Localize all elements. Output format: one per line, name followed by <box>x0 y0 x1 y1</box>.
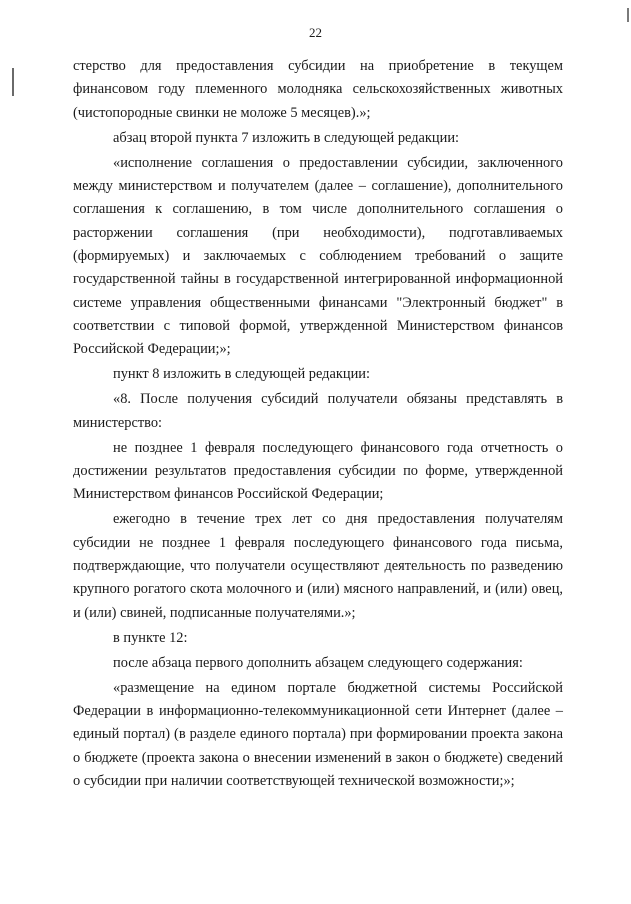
page-number: 22 <box>309 25 322 40</box>
paragraph-1: стерство для предоставления субсидии на приобретение в текущем финансовом году племенного молодняка сельскохозяйственных животных (чистопородные свинки не моложе 5 месяцев).»; <box>73 58 563 121</box>
paragraph-7: ежегодно в течение трех лет со дня предоставления получателям субсидии не позднее 1 февраля последующего финансового года письма, подтверждающие, что получатели осуществляют деятельность по разведению крупного рогатого скота молочного и (или) мясного направлений, и (или) овец, и (или) свиней, подписанные получателями.»; <box>73 511 563 621</box>
paragraph-3: «исполнение соглашения о предоставлении субсидии, заключенного между министерством и получателем (далее – соглашение), дополнительного соглашения к соглашению, в том числе дополнительного соглашения о расторжении соглашения (при необходимости), подготавливаемых (формируемых) и заключаемых с соблюдением требований о защите государственной тайны в государственной интегрированной информационной системе управления общественными финансами "Электронный бюджет" в соответствии с типовой формой, утвержденной Министерством финансов Российской Федерации;»; <box>73 154 563 358</box>
scan-edge-mark <box>627 8 629 22</box>
paragraph-9: после абзаца первого дополнить абзацем следующего содержания: <box>113 654 523 671</box>
scan-margin-mark <box>12 68 14 96</box>
paragraph-4: пункт 8 изложить в следующей редакции: <box>113 366 370 383</box>
paragraph-2: абзац второй пункта 7 изложить в следующей редакции: <box>113 129 460 146</box>
paragraph-5: «8. После получения субсидий получатели обязаны представлять в министерство: <box>73 391 563 431</box>
paragraph-10: «размещение на едином портале бюджетной системы Российской Федерации в информационно-телекоммуникационной сети Интернет (далее – единый портал) (в разделе единого портала) при формировании проекта закона о бюджете (проекта закона о внесении изменений в закон о бюджете) сведений о субсидии при наличии соответствующей технической возможности;»; <box>73 679 563 790</box>
paragraph-8: в пункте 12: <box>113 629 188 646</box>
paragraph-6: не позднее 1 февраля последующего финансового года отчетность о достижении результатов предоставления субсидии по форме, утвержденной Министерством финансов Российской Федерации; <box>73 439 563 503</box>
document-body <box>73 55 563 795</box>
